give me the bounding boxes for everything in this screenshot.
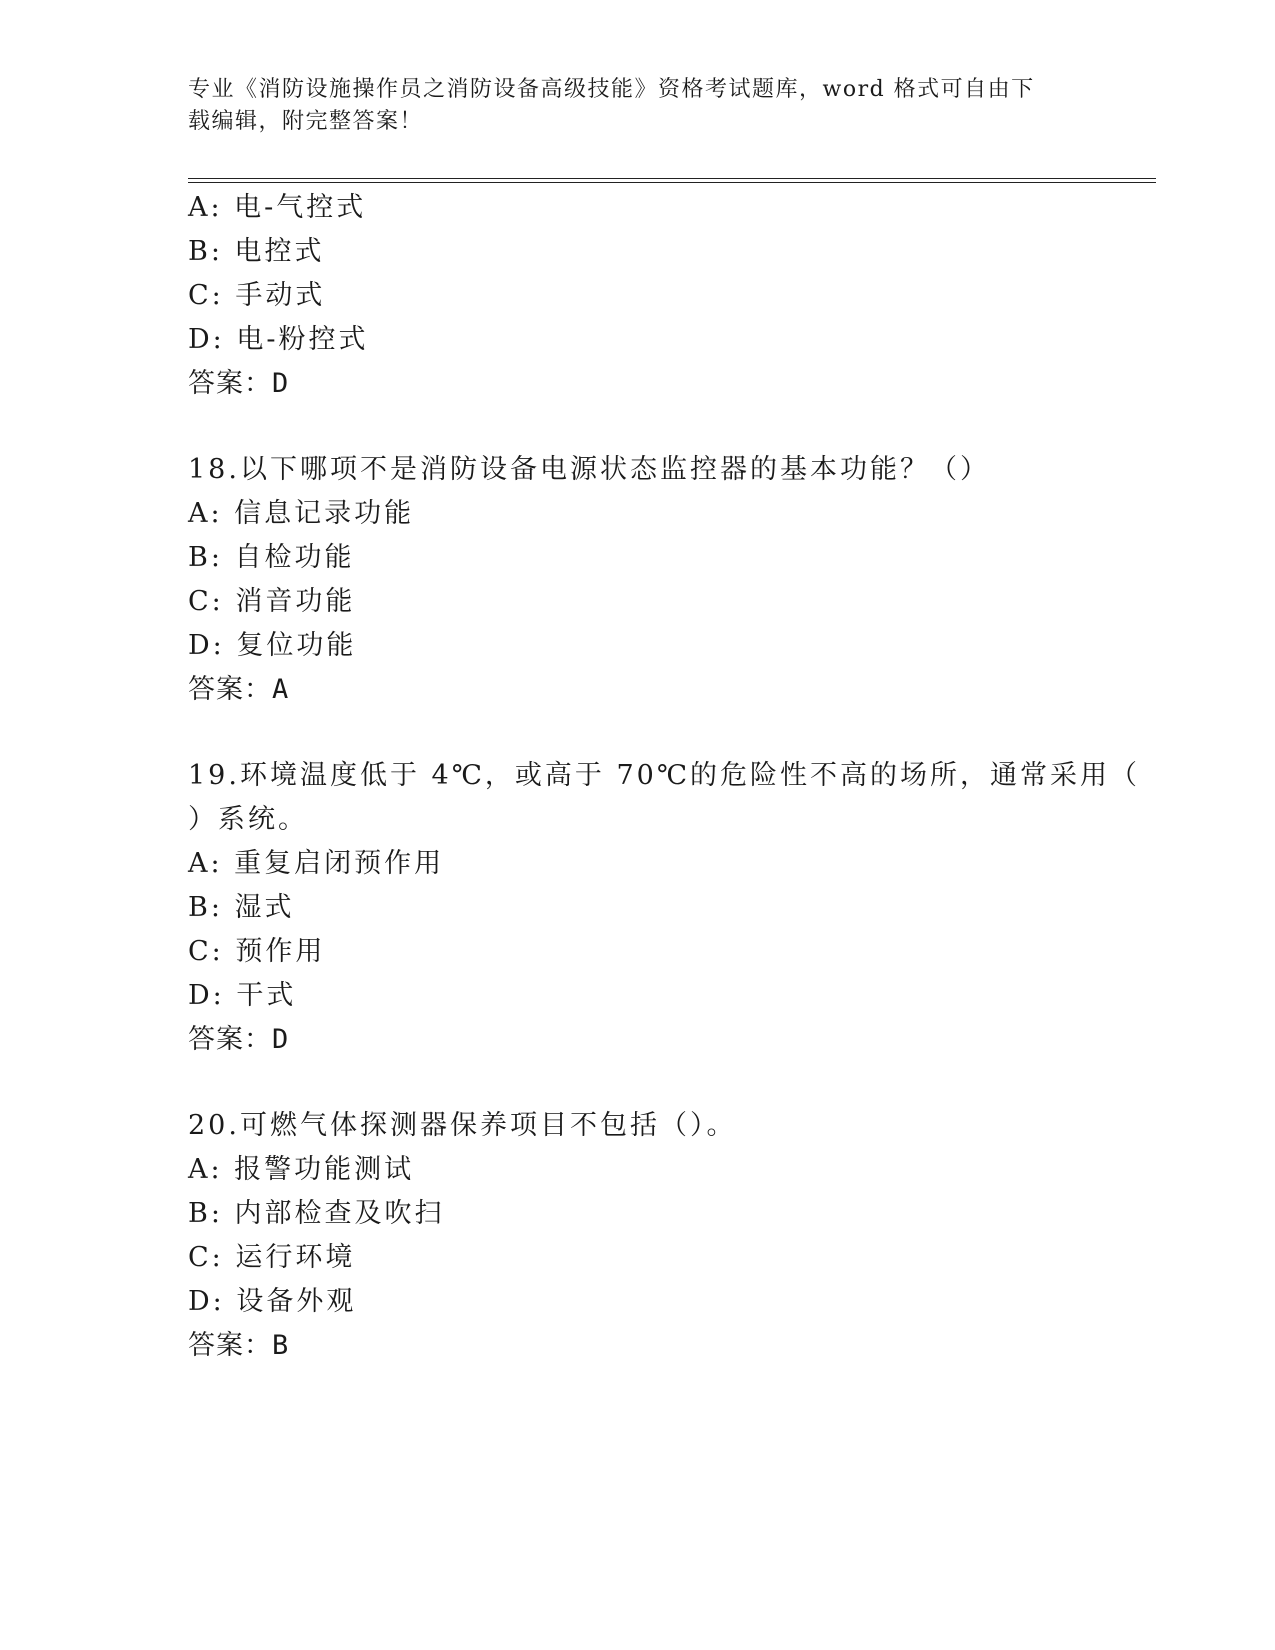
answer-value: B bbox=[272, 1330, 290, 1361]
q20-option-a: A: 报警功能测试 bbox=[188, 1154, 415, 1185]
header-line-2: 载编辑，附完整答案！ bbox=[188, 109, 424, 134]
answer-label: 答案： bbox=[188, 674, 272, 705]
q19-option-b: B: 湿式 bbox=[188, 892, 295, 923]
q17-option-b: B: 电控式 bbox=[188, 236, 325, 267]
q17-answer bbox=[188, 366, 289, 402]
answer-label: 答案： bbox=[188, 1024, 272, 1055]
q18-option-c: C: 消音功能 bbox=[188, 586, 356, 617]
answer-value: D bbox=[272, 1024, 290, 1055]
q20-stem: 20.可燃气体探测器保养项目不包括（）。 bbox=[188, 1110, 737, 1141]
answer-label: 答案： bbox=[188, 368, 272, 399]
q20-option-b: B: 内部检查及吹扫 bbox=[188, 1198, 445, 1229]
q19-stem-line-1: 19.环境温度低于 4℃，或高于 70℃的危险性不高的场所，通常采用（ bbox=[188, 760, 1141, 791]
q17-option-c: C: 手动式 bbox=[188, 280, 326, 311]
q18-answer bbox=[188, 672, 289, 708]
q20-answer bbox=[188, 1328, 289, 1364]
header-divider-top bbox=[188, 178, 1156, 179]
answer-label: 答案： bbox=[188, 1330, 272, 1361]
q18-option-a: A: 信息记录功能 bbox=[188, 498, 415, 529]
answer-value: D bbox=[272, 368, 290, 399]
q20-option-d: D: 设备外观 bbox=[188, 1286, 357, 1317]
q17-option-d: D: 电-粉控式 bbox=[188, 324, 369, 355]
header-line-1: 专业《消防设施操作员之消防设备高级技能》资格考试题库，word 格式可自由下 bbox=[188, 77, 1035, 102]
q19-stem-line-2: ）系统。 bbox=[188, 804, 308, 835]
q19-option-c: C: 预作用 bbox=[188, 936, 326, 967]
q17-option-a: A: 电-气控式 bbox=[188, 192, 367, 223]
header-divider-bottom bbox=[188, 182, 1156, 183]
q18-option-b: B: 自检功能 bbox=[188, 542, 355, 573]
document-header bbox=[188, 74, 1068, 138]
q19-option-d: D: 干式 bbox=[188, 980, 297, 1011]
q18-stem: 18.以下哪项不是消防设备电源状态监控器的基本功能？（） bbox=[188, 454, 990, 485]
q19-option-a: A: 重复启闭预作用 bbox=[188, 848, 445, 879]
q18-option-d: D: 复位功能 bbox=[188, 630, 357, 661]
q19-answer bbox=[188, 1022, 289, 1058]
q20-option-c: C: 运行环境 bbox=[188, 1242, 356, 1273]
answer-value: A bbox=[272, 674, 290, 705]
